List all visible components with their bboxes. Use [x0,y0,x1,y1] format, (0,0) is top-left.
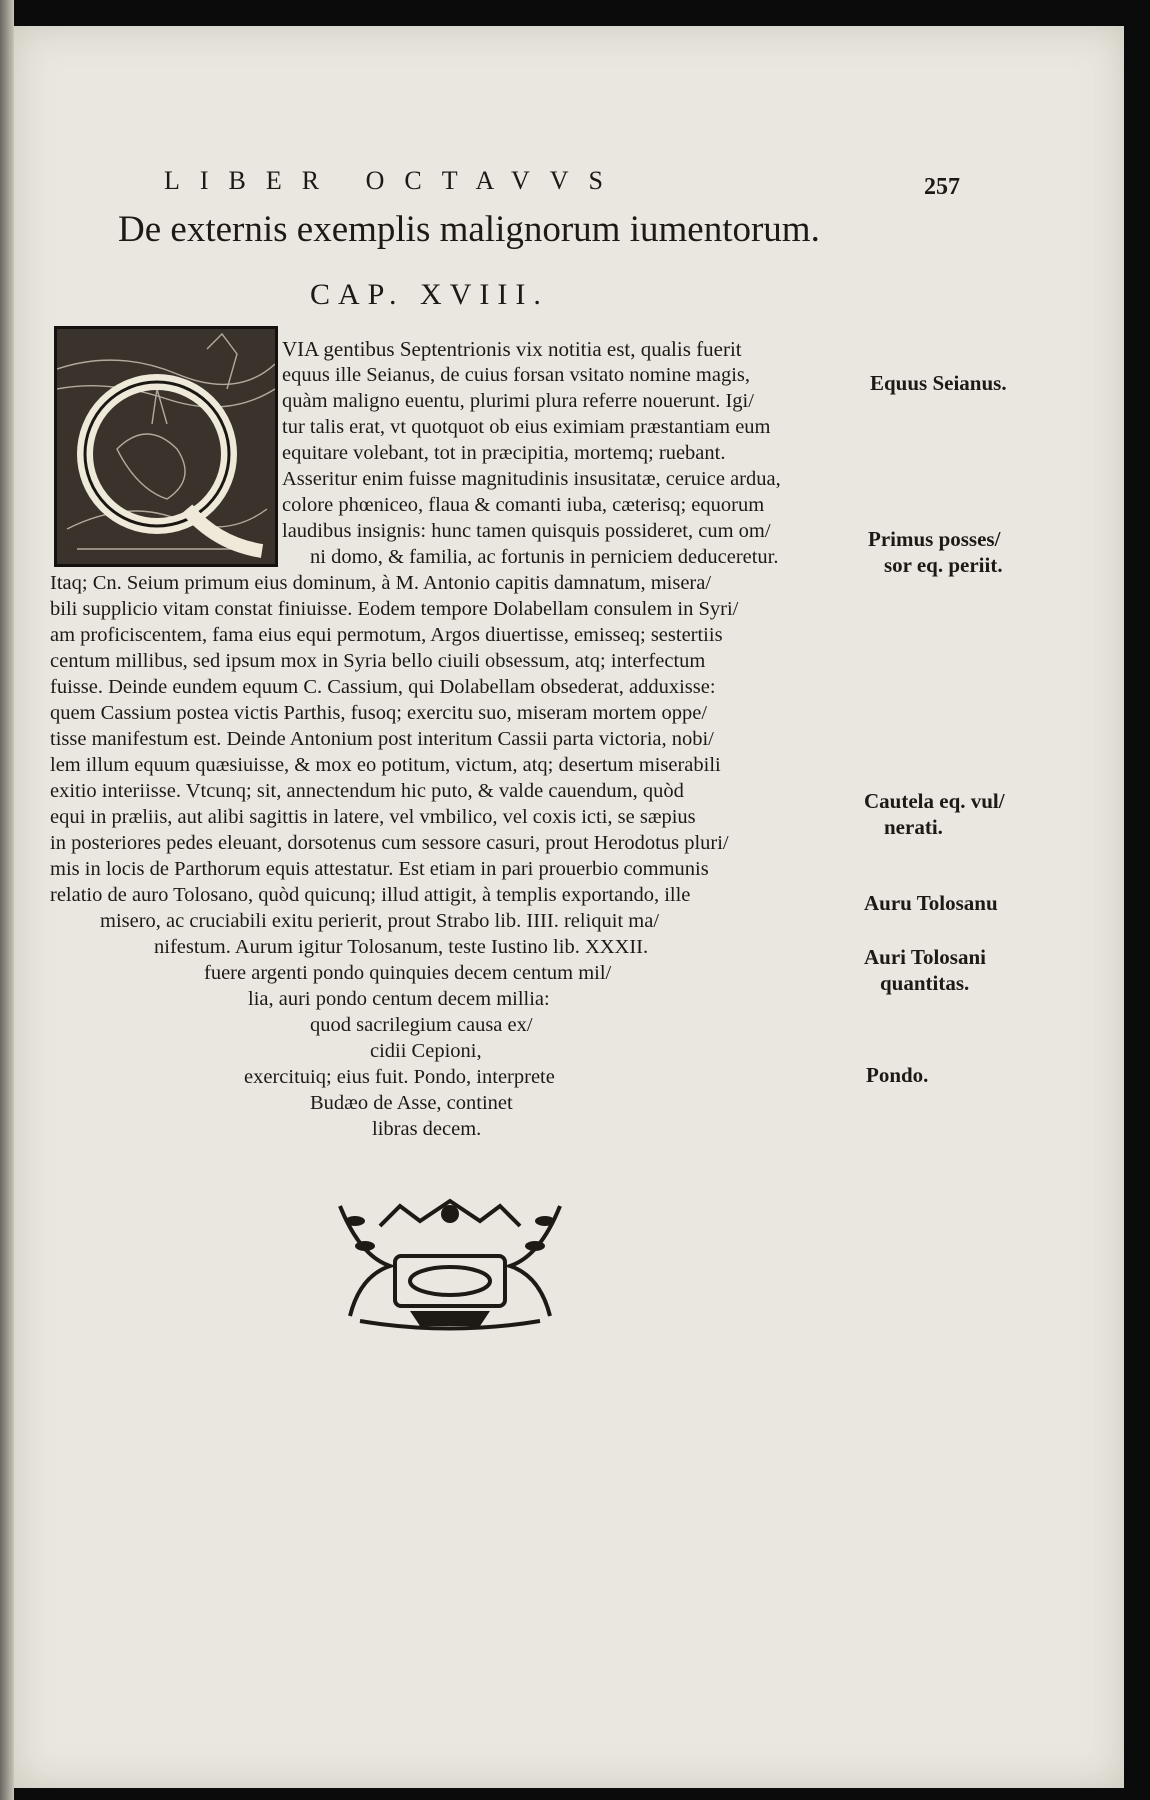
text-line: colore phœniceo, flaua & comanti iuba, cæterisq; equorum [282,494,765,516]
text-line: Budæo de Asse, continet [310,1092,513,1114]
text-line: equi in præliis, aut alibi sagittis in latere, vel vmbilico, vel coxis icti, se sæpius [50,806,696,828]
margin-note: quantitas. [880,971,970,995]
margin-note: nerati. [884,815,943,839]
page-number: 257 [924,174,960,200]
text-line: cidii Cepioni, [370,1040,482,1062]
text-line: libras decem. [372,1118,482,1140]
text-line: fuisse. Deinde eundem equum C. Cassium, qui Dolabellam obsederat, adduxisse: [50,676,716,698]
text-line: quem Cassium postea victis Parthis, fusoq; exercitu suo, miseram mortem oppe/ [50,702,708,724]
text-line: quàm maligno euentu, plurimi plura referre nouerunt. Igi/ [282,390,754,412]
chapter-title: De externis exemplis malignorum iumentorum. [118,209,820,250]
text-line: fuere argenti pondo quinquies decem centum mil/ [204,962,612,984]
decorated-initial-q-icon [54,326,278,567]
margin-note: sor eq. periit. [884,553,1003,577]
running-title: LIBER OCTAVVS [164,166,623,195]
text-line: relatio de auro Tolosano, quòd quicunq; illud attigit, à templis exportando, ille [50,884,691,906]
book-page [14,26,1124,1788]
text-line: equitare volebant, tot in præcipitia, mortemq; ruebant. [282,442,726,464]
text-line: nifestum. Aurum igitur Tolosanum, teste Iustino lib. XXXII. [154,936,649,958]
text-line: laudibus insignis: hunc tamen quisquis possideret, cum om/ [282,520,771,542]
printers-ornament-icon [320,1186,580,1341]
text-line: tur talis erat, vt quotquot ob eius eximiam præstantiam eum [282,416,771,438]
book-binding-edge [0,0,14,1800]
text-line: lia, auri pondo centum decem millia: [248,988,550,1010]
text-line: Asseritur enim fuisse magnitudinis insusitatæ, ceruice ardua, [282,468,781,490]
text-line: tisse manifestum est. Deinde Antonium post interitum Cassii parta victoria, nobi/ [50,728,714,750]
margin-note: Pondo. [866,1063,929,1087]
text-line: equus ille Seianus, de cuius forsan vsitato nomine magis, [282,364,751,386]
margin-note: Equus Seianus. [870,371,1007,395]
text-line: Itaq; Cn. Seium primum eius dominum, à M. Antonio capitis damnatum, misera/ [50,572,712,594]
margin-note: Primus posses/ [868,527,1001,551]
text-line: centum millibus, sed ipsum mox in Syria bello ciuili obsessum, atq; interfectum [50,650,706,672]
text-line: bili supplicio vitam constat finiuisse. Eodem tempore Dolabellam consulem in Syri/ [50,598,739,620]
text-line: exercituiq; eius fuit. Pondo, interprete [244,1066,555,1088]
chapter-number: CAP. XVIII. [310,278,549,311]
text-line: lem illum equum quæsiuisse, & mox eo potitum, victum, atq; desertum miserabili [50,754,721,776]
text-line: mis in locis de Parthorum equis attestatur. Est etiam in pari prouerbio communis [50,858,709,880]
text-line: misero, ac cruciabili exitu perierit, prout Strabo lib. IIII. reliquit ma/ [100,910,660,932]
margin-note: Auru Tolosanu [864,891,998,915]
text-line: quod sacrilegium causa ex/ [310,1014,533,1036]
margin-note: Cautela eq. vul/ [864,789,1005,813]
margin-note: Auri Tolosani [864,945,986,969]
text-line: ni domo, & familia, ac fortunis in perniciem deduceretur. [310,546,779,568]
text-line: VIA gentibus Septentrionis vix notitia est, qualis fuerit [282,337,742,361]
text-line: in posteriores pedes eleuant, dorsotenus cum sessore casuri, prout Herodotus pluri/ [50,832,729,854]
text-line: am proficiscentem, fama eius equi permotum, Argos diuertisse, emisseq; sestertiis [50,624,723,646]
text-line: exitio interiisse. Vtcunq; sit, annectendum hic puto, & valde cauendum, quòd [50,780,684,802]
